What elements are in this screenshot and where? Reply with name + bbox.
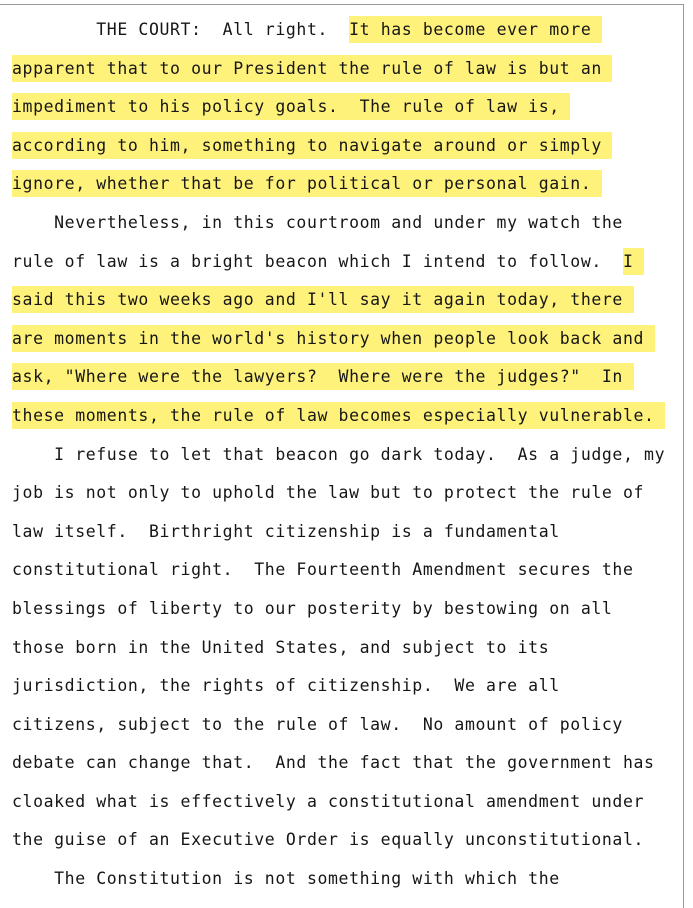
transcript-line — [12, 706, 688, 745]
highlighted-text: I — [623, 248, 644, 275]
transcript-line — [12, 358, 688, 397]
transcript-line — [12, 11, 688, 50]
transcript-line — [12, 397, 688, 436]
transcript-line — [12, 88, 688, 127]
transcript-line — [12, 50, 688, 89]
transcript-line — [12, 590, 688, 629]
line-text: rule of law is a bright beacon which I intend to follow. — [12, 251, 623, 271]
line-text: those born in the United States, and subject to its — [12, 637, 550, 657]
highlighted-text: these moments, the rule of law becomes especially vulnerable. — [12, 402, 665, 429]
transcript-line — [12, 551, 688, 590]
transcript-line — [12, 204, 688, 243]
transcript-line — [12, 629, 688, 668]
line-text: constitutional right. The Fourteenth Amendment secures the — [12, 560, 634, 580]
highlighted-text: It has become ever more — [349, 16, 602, 43]
line-text: job is not only to uphold the law but to protect the rule of — [12, 483, 645, 503]
transcript-line — [12, 821, 688, 860]
highlighted-text: ask, "Where were the lawyers? Where were the judges?" In — [12, 363, 634, 390]
line-text: cloaked what is effectively a constitutional amendment under — [12, 791, 645, 811]
line-text: I refuse to let that beacon go dark today. As a judge, my — [12, 444, 666, 464]
line-text: blessings of liberty to our posterity by bestowing on all — [12, 598, 613, 618]
highlighted-text: apparent that to our President the rule of law is but an — [12, 55, 612, 82]
line-text: law itself. Birthright citizenship is a fundamental — [12, 521, 560, 541]
transcript-line — [12, 320, 688, 359]
transcript-line — [12, 243, 688, 282]
line-text: debate can change that. And the fact that the government has — [12, 753, 655, 773]
line-text: jurisdiction, the rights of citizenship. We are all — [12, 676, 560, 696]
transcript-line — [12, 783, 688, 822]
highlighted-text: ignore, whether that be for political or personal gain. — [12, 170, 602, 197]
line-text: THE COURT: All right. — [12, 20, 350, 39]
highlighted-text: are moments in the world's history when people look back and — [12, 325, 655, 352]
line-text: Nevertheless, in this courtroom and under my watch the — [12, 212, 623, 232]
transcript-line — [12, 513, 688, 552]
highlighted-text: impediment to his policy goals. The rule of law is, — [12, 93, 570, 120]
transcript-line — [12, 860, 688, 899]
transcript-line — [12, 436, 688, 475]
highlighted-text: said this two weeks ago and I'll say it again today, there — [12, 286, 634, 313]
highlighted-text: according to him, something to navigate around or simply — [12, 132, 612, 159]
transcript-line — [12, 744, 688, 783]
transcript-line — [12, 281, 688, 320]
transcript-body — [12, 11, 688, 899]
transcript-line — [12, 667, 688, 706]
line-text: The Constitution is not something with which the — [12, 869, 560, 889]
line-text: citizens, subject to the rule of law. No amount of policy — [12, 714, 623, 734]
transcript-line — [12, 474, 688, 513]
top-border — [0, 4, 683, 5]
transcript-line — [12, 165, 688, 204]
transcript-line — [12, 127, 688, 166]
line-text: the guise of an Executive Order is equally unconstitutional. — [12, 830, 645, 850]
